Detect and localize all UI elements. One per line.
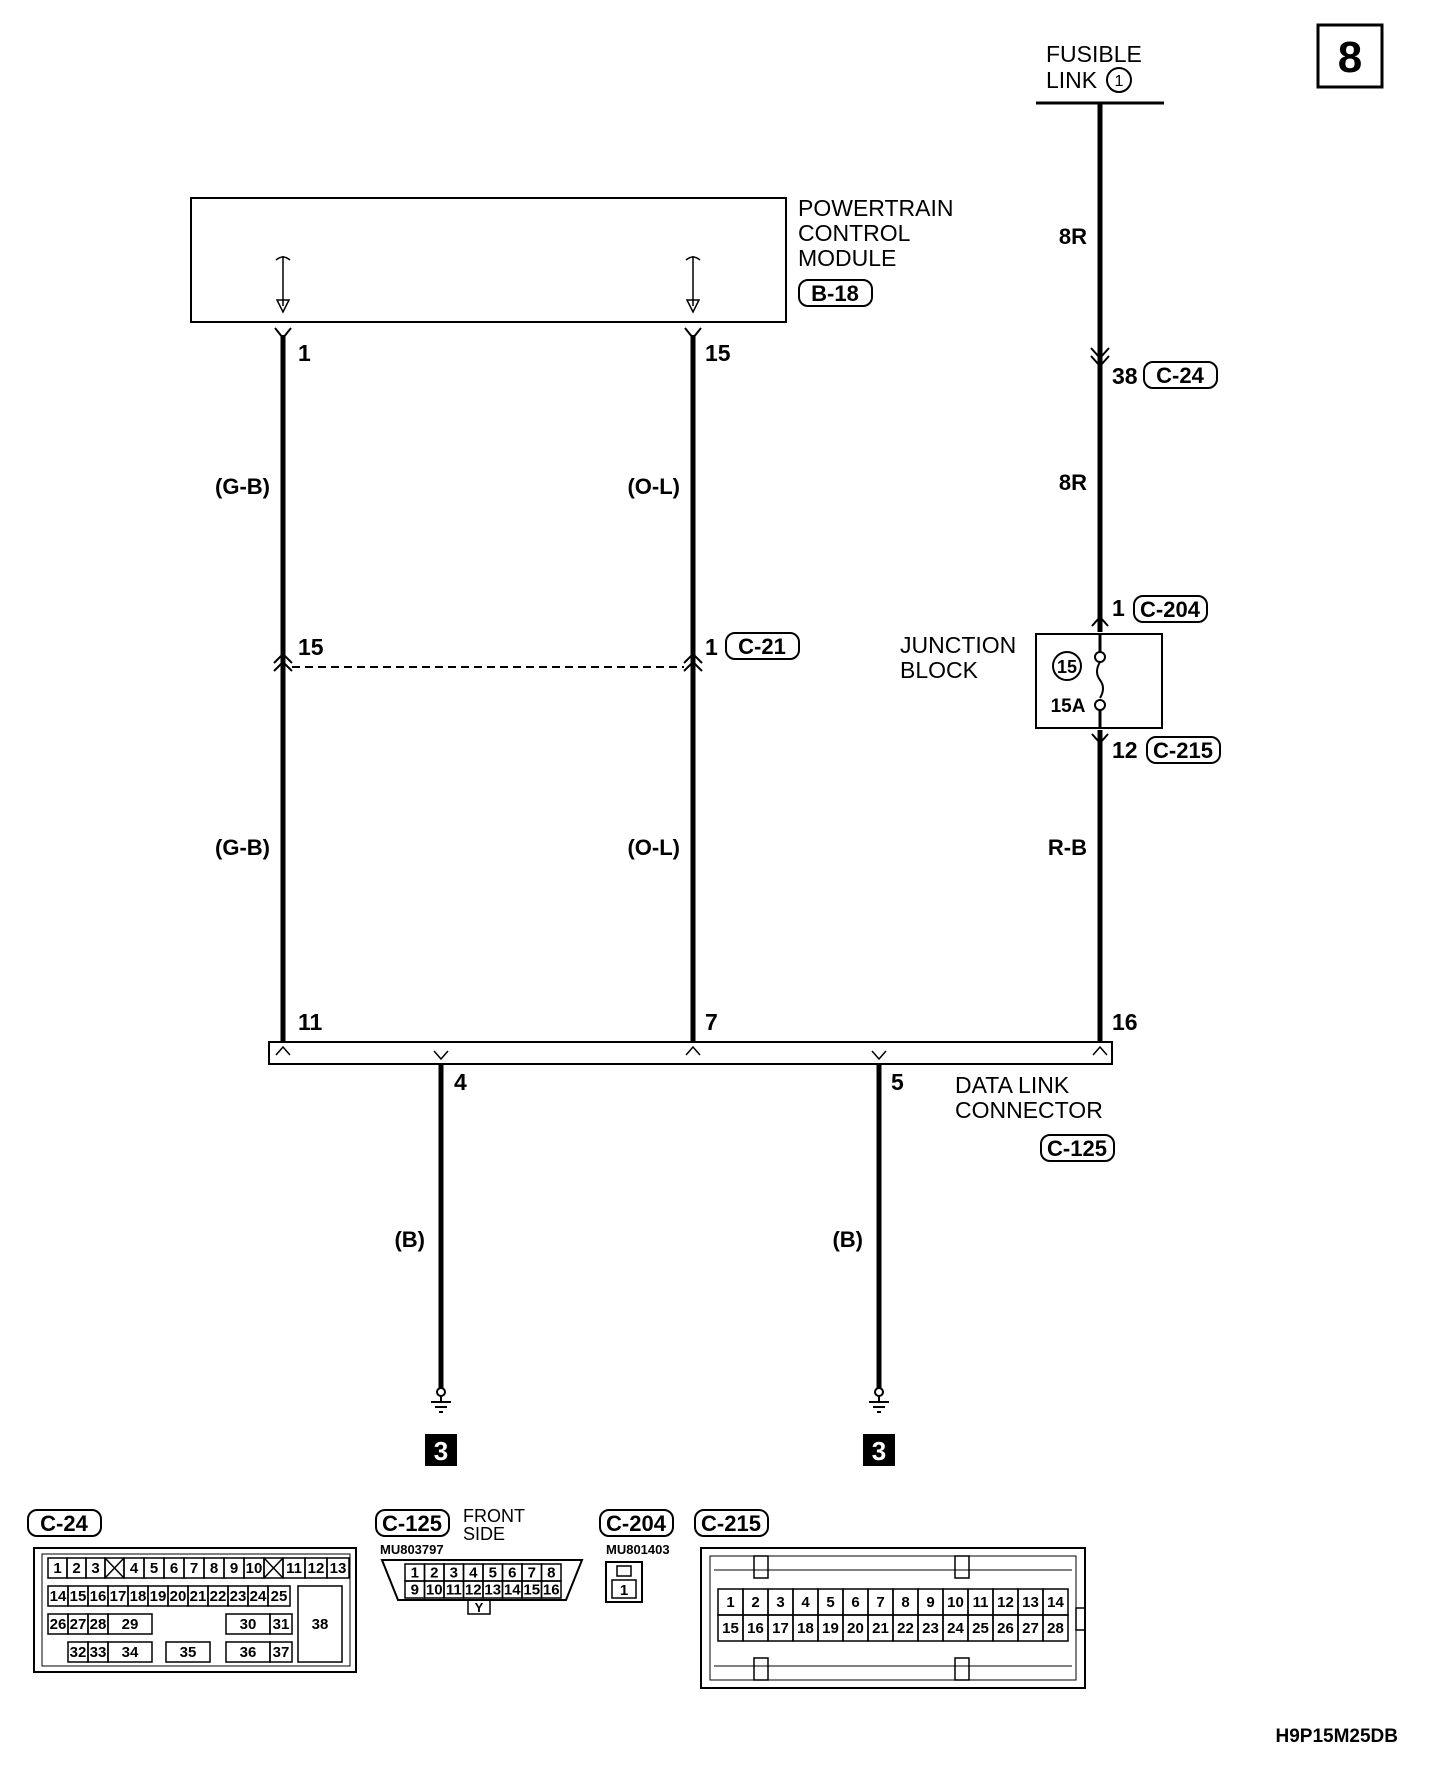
- c24-pin-21: 21: [189, 1588, 207, 1605]
- c125-pin-6: 6: [508, 1564, 517, 1582]
- pcm-label-2: CONTROL: [798, 220, 911, 246]
- c215-pin-13: 13: [1022, 1594, 1039, 1611]
- c24-pin-28: 28: [89, 1616, 107, 1633]
- wire-label-r-b: R-B: [1047, 835, 1087, 860]
- c24-pin-35: 35: [179, 1644, 197, 1661]
- c24-pin-11: 11: [286, 1560, 302, 1577]
- c24-pin-9: 9: [229, 1560, 239, 1577]
- ground-ref-1: 3: [433, 1436, 449, 1466]
- c204-part-number: MU801403: [606, 1542, 670, 1557]
- c21-pin-1: 1: [705, 634, 718, 660]
- c24-pin-37: 37: [272, 1644, 290, 1661]
- c24-pin-5: 5: [149, 1560, 159, 1577]
- c24-pin-4: 4: [129, 1560, 139, 1577]
- wire-label-8r-top: 8R: [1058, 224, 1087, 249]
- wire-g-b: [215, 328, 324, 1042]
- fusible-link-label: FUSIBLE: [1046, 41, 1142, 67]
- c24-pin-6: 6: [169, 1560, 179, 1577]
- c24-pin-8: 8: [209, 1560, 219, 1577]
- wire-o-l: [627, 328, 799, 1042]
- ground-wire-1: [394, 1064, 457, 1466]
- dlc-pin-16: 16: [1112, 1009, 1138, 1035]
- c24-pin-38: 38: [311, 1616, 329, 1633]
- page-number-box: [1318, 25, 1382, 87]
- fusible-link-number: 1: [1114, 73, 1124, 90]
- c125-pin-11: 11: [445, 1581, 462, 1599]
- c24-pin-38: 38: [1112, 363, 1138, 389]
- c215-pin-8: 8: [901, 1594, 910, 1611]
- dlc-pin-11: 11: [298, 1009, 323, 1035]
- c24-connector-id: C-24: [1156, 363, 1204, 388]
- c24-pin-33: 33: [89, 1644, 107, 1661]
- c215-pin-24: 24: [947, 1620, 964, 1637]
- c125-pin-12: 12: [464, 1581, 482, 1599]
- junction-block-label-1: JUNCTION: [900, 632, 1017, 658]
- dlc-connector-id: C-125: [1047, 1136, 1107, 1161]
- c125-part-number: MU803797: [380, 1542, 444, 1557]
- c125-key: Y: [474, 1600, 484, 1615]
- c125-pin-4: 4: [469, 1564, 478, 1582]
- ground-ref-2: 3: [871, 1436, 887, 1466]
- c24-pin-23: 23: [229, 1588, 247, 1605]
- c125-pin-7: 7: [527, 1564, 536, 1582]
- c24-pin-31: 31: [272, 1616, 290, 1633]
- c215-pin-6: 6: [851, 1594, 860, 1611]
- c24-pin-29: 29: [121, 1616, 139, 1633]
- c21-connector-id: C-21: [738, 634, 786, 659]
- c24-pin-20: 20: [169, 1588, 187, 1605]
- c204-connector-id: C-204: [1140, 597, 1200, 622]
- pcm-pin-15: 15: [705, 340, 731, 366]
- c24-pin-12: 12: [307, 1560, 325, 1577]
- c215-pin-7: 7: [876, 1594, 885, 1611]
- c215-pin-14: 14: [1047, 1594, 1064, 1611]
- c24-pin-14: 14: [49, 1588, 67, 1605]
- pcm-label-3: MODULE: [798, 245, 897, 271]
- c125-pin-13: 13: [484, 1581, 502, 1599]
- c215-pin-20: 20: [847, 1620, 864, 1637]
- c125-pin-8: 8: [547, 1564, 556, 1582]
- c215-pin-10: 10: [947, 1594, 964, 1611]
- powertrain-control-module: [191, 195, 953, 322]
- c24-pin-10: 10: [245, 1560, 263, 1577]
- data-link-connector: [269, 1042, 1114, 1161]
- wire-label-8r-mid: 8R: [1058, 470, 1087, 495]
- fusible-link: [1036, 41, 1164, 103]
- c125-note-1: FRONT: [463, 1506, 525, 1526]
- c24-pin-36: 36: [239, 1644, 257, 1661]
- drawing-code: H9P15M25DB: [1275, 1726, 1398, 1747]
- c215-pin-1: 1: [726, 1594, 735, 1611]
- c24-pin-24: 24: [249, 1588, 267, 1605]
- ground-wire-2: [832, 1064, 895, 1466]
- c24-pin-15: 15: [69, 1588, 87, 1605]
- c24-pin-25: 25: [270, 1588, 288, 1605]
- c24-pin-34: 34: [121, 1644, 139, 1661]
- c215-pin-25: 25: [972, 1620, 989, 1637]
- fuse-number: 15: [1056, 657, 1078, 677]
- c215-pin-5: 5: [826, 1594, 835, 1611]
- dlc-label-1: DATA LINK: [955, 1072, 1070, 1098]
- wire-label-o-l-bottom: (O-L): [627, 835, 680, 860]
- c125-pin-14: 14: [503, 1581, 521, 1599]
- c24-pin-26: 26: [49, 1616, 67, 1633]
- c24-pin-22: 22: [209, 1588, 227, 1605]
- c215-pin-16: 16: [747, 1620, 764, 1637]
- c125-pin-3: 3: [449, 1564, 458, 1582]
- c215-pin-3: 3: [776, 1594, 785, 1611]
- connector-view-c204: [600, 1510, 673, 1602]
- c24-pin-17: 17: [109, 1588, 127, 1605]
- c24-pin-3: 3: [91, 1560, 100, 1577]
- dlc-label-2: CONNECTOR: [955, 1097, 1103, 1123]
- c24-pin-13: 13: [329, 1560, 347, 1577]
- c24-blank-1-mark: [105, 1558, 124, 1578]
- c204-pin-1: 1: [1112, 595, 1125, 621]
- c215-pin-12: 12: [997, 1594, 1014, 1611]
- c125-pin-5: 5: [488, 1564, 497, 1582]
- wire-label-g-b-top: (G-B): [215, 474, 270, 499]
- c24-pin-19: 19: [149, 1588, 167, 1605]
- c215-pin-28: 28: [1047, 1620, 1064, 1637]
- c215-pin-15: 15: [722, 1620, 739, 1637]
- c24-pin-2: 2: [72, 1560, 81, 1577]
- c215-connector-id: C-215: [1153, 738, 1213, 763]
- dlc-pin-5: 5: [891, 1069, 904, 1095]
- wire-label-b-1: (B): [394, 1227, 425, 1252]
- fuse-rating: 15A: [1050, 696, 1086, 717]
- c24-pin-7: 7: [189, 1560, 199, 1577]
- c125-note-2: SIDE: [463, 1524, 506, 1544]
- c125-pin-1: 1: [410, 1564, 419, 1582]
- c21-pin-15: 15: [298, 634, 324, 660]
- c24-pin-30: 30: [239, 1616, 257, 1633]
- junction-block-label-2: BLOCK: [900, 657, 978, 683]
- c24-pin-18: 18: [129, 1588, 147, 1605]
- c24-pin-16: 16: [89, 1588, 107, 1605]
- c215-pin-18: 18: [797, 1620, 814, 1637]
- page-number: 8: [1337, 33, 1363, 82]
- c215-pin-17: 17: [772, 1620, 789, 1637]
- c24-pin-1: 1: [53, 1560, 62, 1577]
- c215-pin-11: 11: [972, 1594, 989, 1611]
- c125-pin-2: 2: [430, 1564, 439, 1582]
- c125-pin-10: 10: [425, 1581, 443, 1599]
- c24-pin-32: 32: [69, 1644, 87, 1661]
- fusible-link-label2: LINK: [1046, 67, 1098, 93]
- dlc-pin-7: 7: [705, 1009, 718, 1035]
- c125-pin-9: 9: [410, 1581, 419, 1599]
- wire-label-o-l-top: (O-L): [627, 474, 680, 499]
- pcm-connector-id: B-18: [811, 281, 859, 306]
- c215-pin-2: 2: [751, 1594, 760, 1611]
- junction-block: [900, 632, 1162, 728]
- dlc-pin-4: 4: [454, 1069, 467, 1095]
- c215-pin-21: 21: [872, 1620, 889, 1637]
- c215-pin-4: 4: [801, 1594, 810, 1611]
- c125-pin-16: 16: [542, 1581, 560, 1599]
- c215-pin-19: 19: [822, 1620, 839, 1637]
- c215-pin-23: 23: [922, 1620, 939, 1637]
- c215-view-id: C-215: [701, 1511, 761, 1536]
- wire-label-b-2: (B): [832, 1227, 863, 1252]
- c125-view-id: C-125: [382, 1511, 442, 1536]
- c215-pin-27: 27: [1022, 1620, 1039, 1637]
- c24-blank-2-mark: [264, 1558, 283, 1578]
- connector-view-c24: [28, 1510, 356, 1672]
- pcm-label-1: POWERTRAIN: [798, 195, 954, 221]
- connector-view-c125: [376, 1506, 582, 1615]
- c24-view-id: C-24: [40, 1511, 88, 1536]
- c215-pin-9: 9: [926, 1594, 935, 1611]
- wire-power: [1048, 103, 1220, 1042]
- c215-pin-26: 26: [997, 1620, 1014, 1637]
- c204-pin: 1: [619, 1582, 629, 1599]
- pcm-pin-1: 1: [298, 340, 311, 366]
- wire-label-g-b-bottom: (G-B): [215, 835, 270, 860]
- c24-pin-27: 27: [69, 1616, 87, 1633]
- c204-view-id: C-204: [606, 1511, 666, 1536]
- connector-view-c215: [695, 1510, 1085, 1688]
- c125-pin-15: 15: [523, 1581, 541, 1599]
- c215-pin-12: 12: [1112, 737, 1138, 763]
- c215-pin-22: 22: [897, 1620, 914, 1637]
